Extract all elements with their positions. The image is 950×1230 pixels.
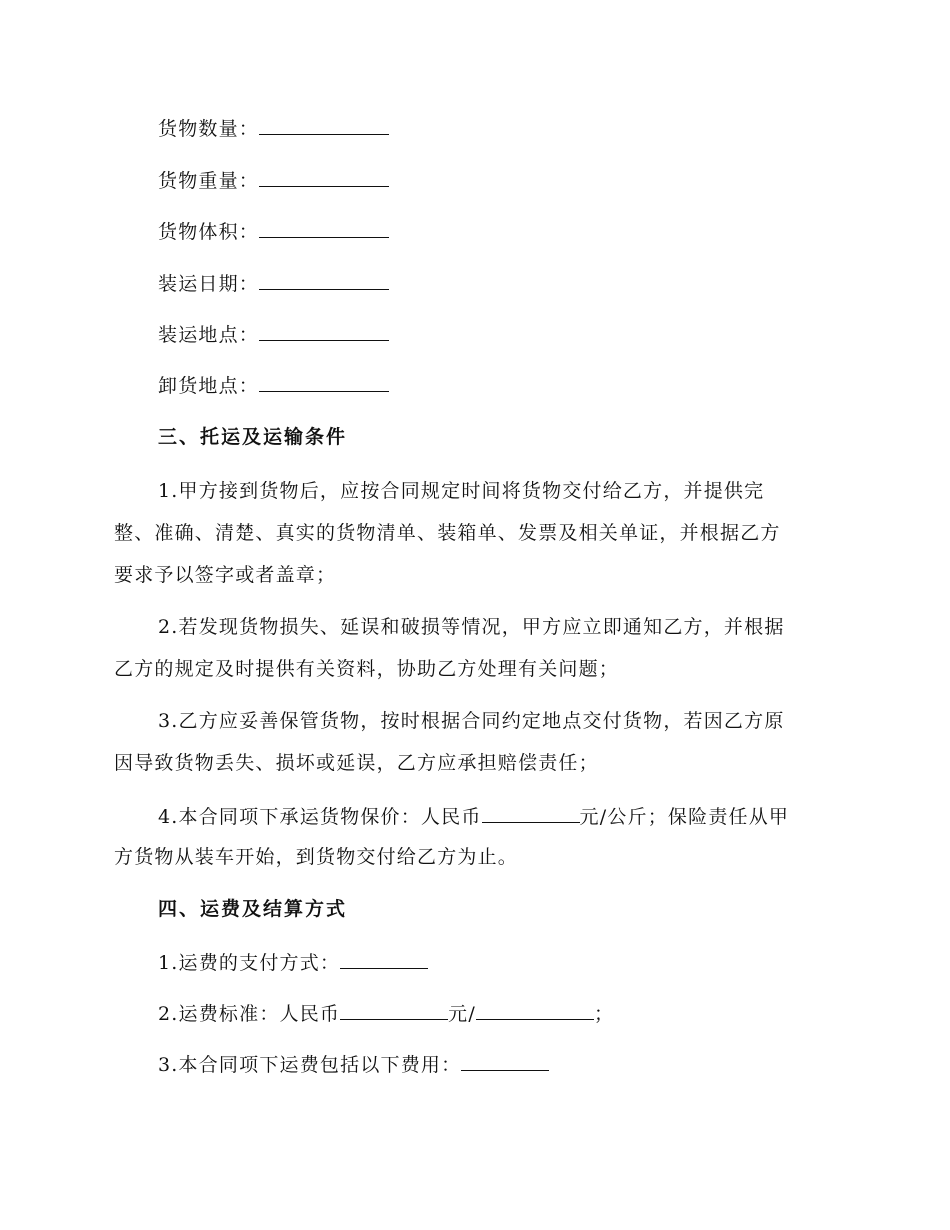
loading-date-row: [158, 271, 389, 295]
freight-standard-label: 2.运费标准：人民币: [158, 1003, 341, 1025]
freight-includes-label: 3.本合同项下运费包括以下费用：: [158, 1054, 462, 1076]
cargo-quantity-row: [158, 116, 389, 140]
cargo-weight-blank: [259, 168, 389, 187]
freight-amount-blank: [340, 1001, 448, 1020]
insured-value-blank: [482, 804, 580, 823]
loading-place-blank: [259, 322, 389, 341]
cargo-weight-row: [158, 168, 389, 192]
freight-unit-text: 元/: [448, 1003, 476, 1025]
loading-place-label: 装运地点：: [158, 324, 260, 346]
section3-item3-line2: 因导致货物丢失、损坏或延误，乙方应承担赔偿责任；: [114, 752, 599, 774]
loading-date-blank: [259, 271, 389, 290]
cargo-volume-row: [158, 219, 389, 243]
section3-item1-line1: 1.甲方接到货物后，应按合同规定时间将货物交付给乙方，并提供完: [158, 480, 765, 502]
section3-item2-line2: 乙方的规定及时提供有关资料，协助乙方处理有关问题；: [114, 658, 620, 680]
freight-unit-blank: [476, 1001, 594, 1020]
cargo-volume-blank: [259, 219, 389, 238]
payment-method-blank: [340, 950, 428, 969]
section4-item1: [158, 950, 428, 974]
cargo-quantity-blank: [259, 116, 389, 135]
loading-date-label: 装运日期：: [158, 273, 260, 295]
section3-item4-line1: [158, 804, 789, 828]
payment-method-label: 1.运费的支付方式：: [158, 952, 341, 974]
insured-value-unit-text: 元/公斤；保险责任从甲: [579, 806, 790, 828]
freight-includes-blank: [461, 1052, 549, 1071]
section4-title: 四、运费及结算方式: [158, 898, 348, 920]
cargo-volume-label: 货物体积：: [158, 221, 260, 243]
unloading-place-row: [158, 373, 389, 397]
section4-item3: [158, 1052, 549, 1076]
section3-item4-line2: 方货物从装车开始，到货物交付给乙方为止。: [114, 846, 519, 868]
cargo-weight-label: 货物重量：: [158, 170, 260, 192]
unloading-place-label: 卸货地点：: [158, 375, 260, 397]
section3-item1-line3: 要求予以签字或者盖章；: [114, 564, 337, 586]
unloading-place-blank: [259, 373, 389, 392]
section4-item2: [158, 1001, 614, 1025]
freight-end-text: ；: [593, 1003, 615, 1025]
insured-value-text: 4.本合同项下承运货物保价：人民币: [158, 806, 482, 828]
loading-place-row: [158, 322, 389, 346]
section3-item1-line2: 整、准确、清楚、真实的货物清单、装箱单、发票及相关单证，并根据乙方: [114, 522, 781, 544]
cargo-quantity-label: 货物数量：: [158, 118, 260, 140]
section3-item3-line1: 3.乙方应妥善保管货物，按时根据合同约定地点交付货物，若因乙方原: [158, 710, 785, 732]
section3-item2-line1: 2.若发现货物损失、延误和破损等情况，甲方应立即通知乙方，并根据: [158, 616, 785, 638]
section3-title: 三、托运及运输条件: [158, 426, 348, 448]
